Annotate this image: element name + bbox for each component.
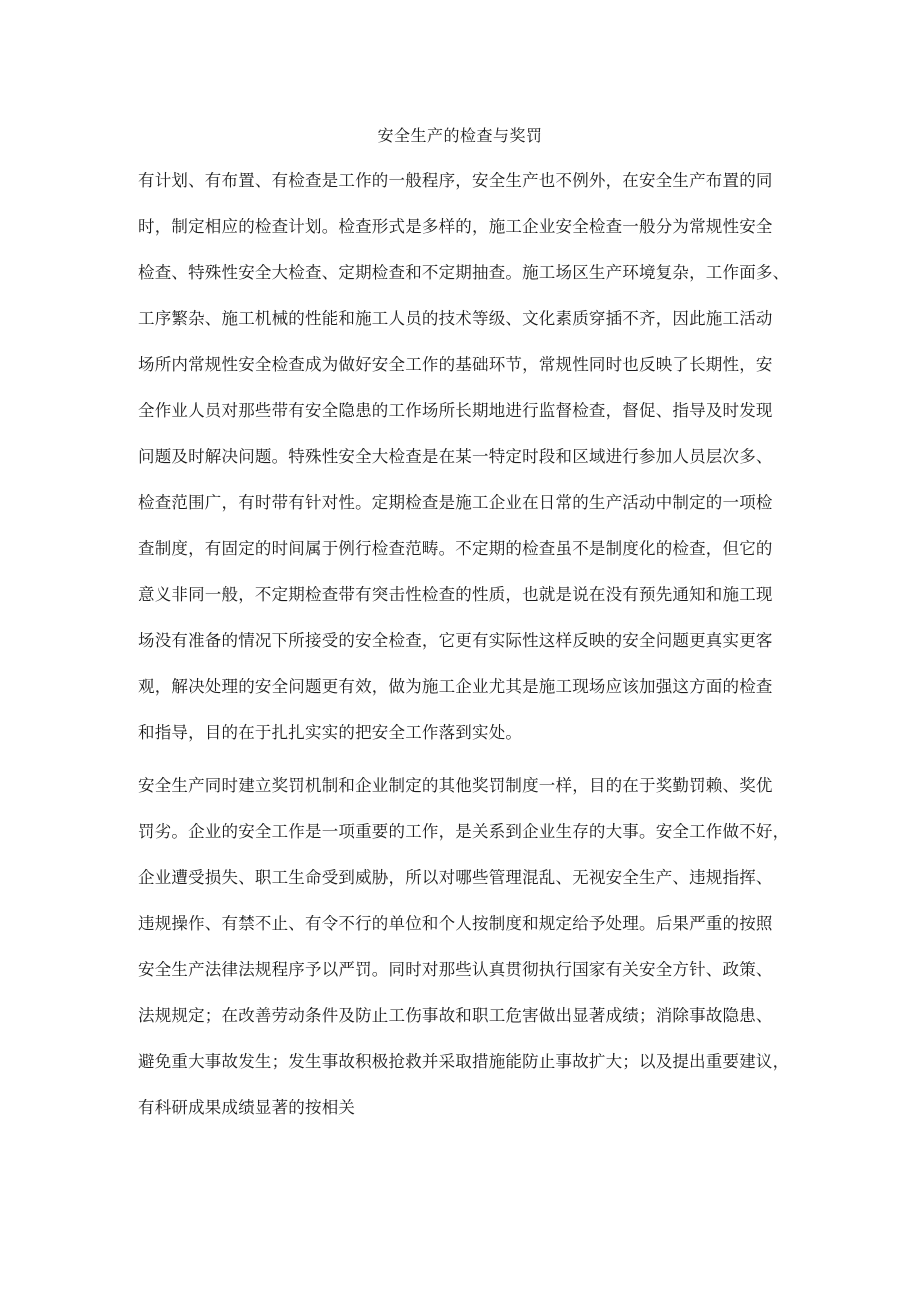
paragraph-line: 查制度，有固定的时间属于例行检查范畴。不定期的检查虽不是制度化的检查，但它的 <box>138 539 773 558</box>
paragraph-line: 违规操作、有禁不止、有令不行的单位和个人按制度和规定给予处理。后果严重的按照 <box>138 914 773 933</box>
paragraph-line: 场没有准备的情况下所接受的安全检查，它更有实际性这样反映的安全问题更真实更客 <box>138 631 773 650</box>
paragraph-line: 场所内常规性安全检查成为做好安全工作的基础环节，常规性同时也反映了长期性，安 <box>138 355 773 374</box>
paragraph-line: 有计划、有布置、有检查是工作的一般程序，安全生产也不例外，在安全生产布置的同 <box>138 171 773 190</box>
paragraph-line: 观，解决处理的安全问题更有效，做为施工企业尤其是施工现场应该加强这方面的检查 <box>138 677 773 696</box>
paragraph-line: 时，制定相应的检查计划。检查形式是多样的，施工企业安全检查一般分为常规性安全 <box>138 217 773 236</box>
paragraph-line: 问题及时解决问题。特殊性安全大检查是在某一特定时段和区域进行参加人员层次多、 <box>138 447 773 466</box>
paragraph-line: 法规规定；在改善劳动条件及防止工伤事故和职工危害做出显著成绩；消除事故隐患、 <box>138 1006 773 1025</box>
paragraph-line: 避免重大事故发生；发生事故积极抢救并采取措施能防止事故扩大；以及提出重要建议， <box>138 1052 790 1071</box>
paragraph-line: 检查、特殊性安全大检查、定期检查和不定期抽查。施工场区生产环境复杂，工作面多、 <box>138 263 790 282</box>
paragraph-line: 罚劣。企业的安全工作是一项重要的工作，是关系到企业生存的大事。安全工作做不好， <box>138 822 790 841</box>
paragraph-line: 企业遭受损失、职工生命受到威胁，所以对哪些管理混乱、无视安全生产、违规指挥、 <box>138 868 773 887</box>
paragraph-line: 和指导，目的在于扎扎实实的把安全工作落到实处。 <box>138 723 523 742</box>
paragraph-line: 检查范围广，有时带有针对性。定期检查是施工企业在日常的生产活动中制定的一项检 <box>138 493 773 512</box>
paragraph-line: 有科研成果成绩显著的按相关 <box>138 1098 356 1117</box>
paragraph-line: 工序繁杂、施工机械的性能和施工人员的技术等级、文化素质穿插不齐，因此施工活动 <box>138 309 773 328</box>
document-title: 安全生产的检查与奖罚 <box>377 126 543 145</box>
paragraph-line: 全作业人员对那些带有安全隐患的工作场所长期地进行监督检查，督促、指导及时发现 <box>138 401 773 420</box>
paragraph-line: 安全生产法律法规程序予以严罚。同时对那些认真贯彻执行国家有关安全方针、政策、 <box>138 960 773 979</box>
paragraph-line: 意义非同一般，不定期检查带有突击性检查的性质，也就是说在没有预先通知和施工现 <box>138 585 773 604</box>
paragraph-line: 安全生产同时建立奖罚机制和企业制定的其他奖罚制度一样，目的在于奖勤罚赖、奖优 <box>138 776 773 795</box>
